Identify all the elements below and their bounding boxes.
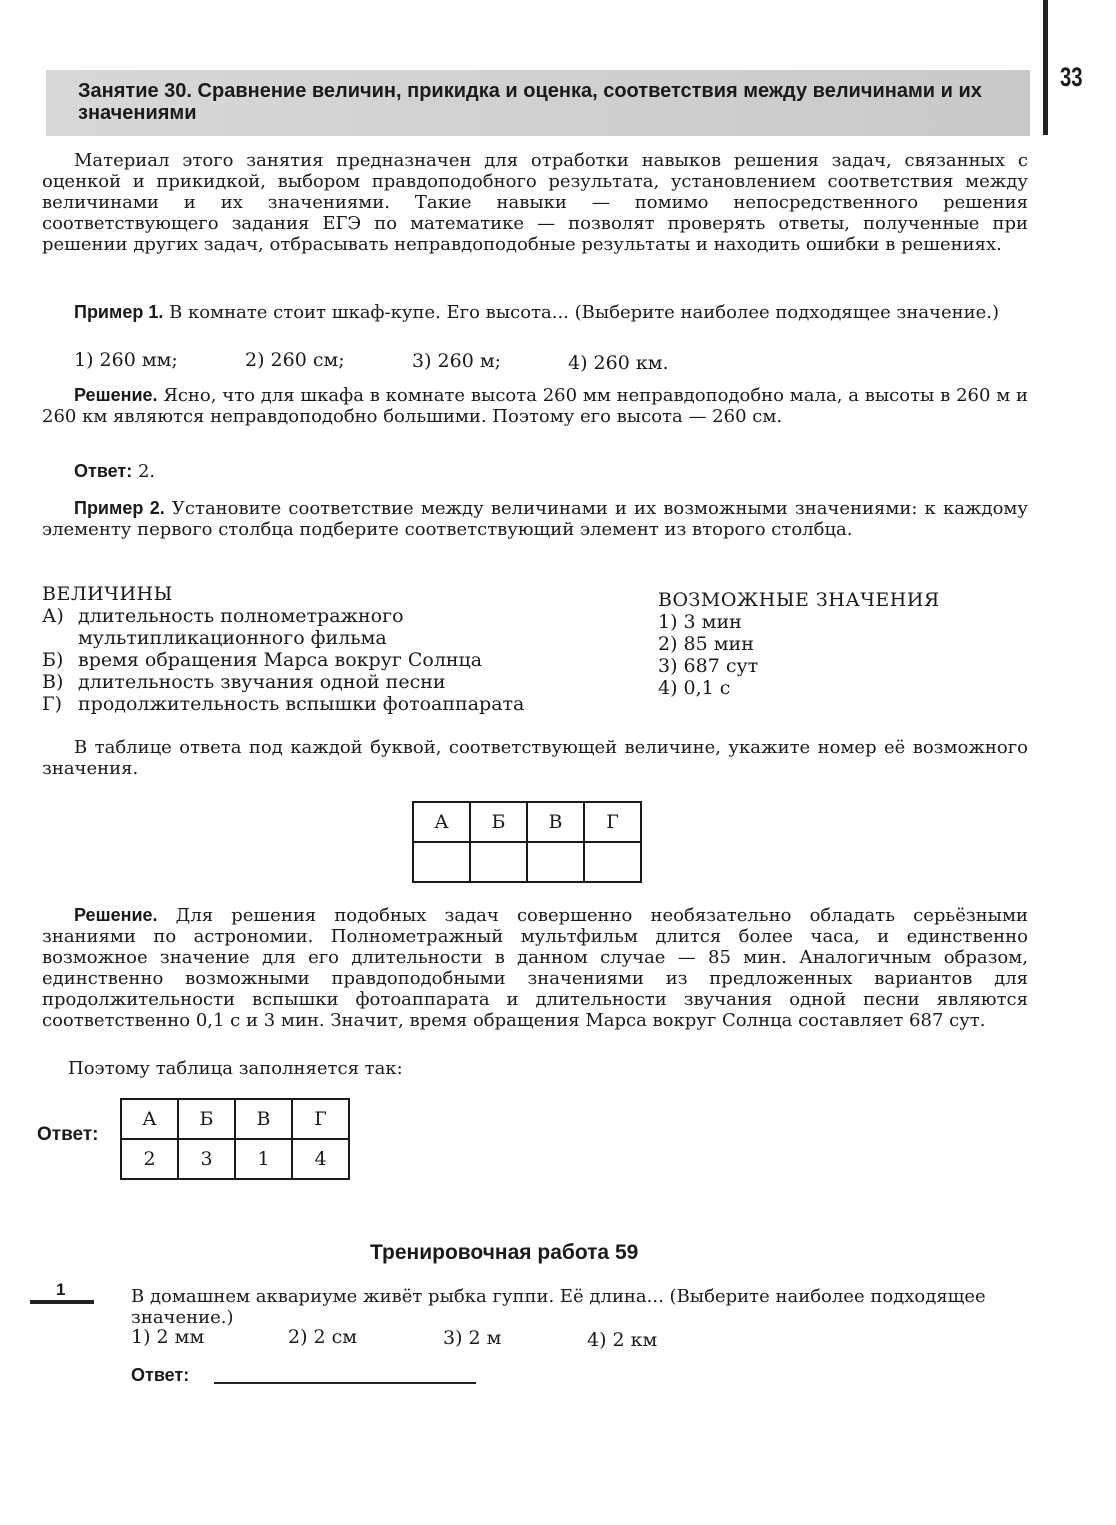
table-header-cell: В <box>527 802 584 842</box>
task-option-4: 4) 2 км <box>587 1329 658 1351</box>
empty-answer-cell <box>470 842 527 882</box>
answer-value-cell: 2 <box>121 1139 178 1179</box>
training-title: Тренировочная работа 59 <box>370 1241 639 1264</box>
example-1-option-2: 2) 260 см; <box>245 349 345 371</box>
answer-value-cell: 1 <box>235 1139 292 1179</box>
lesson-title: Занятие 30. Сравнение величин, прикидка и оценка, соответствия между величинами и их значениями <box>78 80 982 124</box>
page-edge-rule <box>1043 0 1048 135</box>
quantity-item: А) длительность полнометражного мультипликационного фильма <box>42 605 404 649</box>
answer-value-cell: 3 <box>178 1139 235 1179</box>
empty-answer-cell <box>584 842 641 882</box>
task-answer-label: Ответ: <box>131 1365 190 1385</box>
table-header-cell: Г <box>584 802 641 842</box>
example-1-answer-value: 2. <box>132 461 156 482</box>
value-item: 2) 85 мин <box>658 633 754 655</box>
example-2-answer-label: Ответ: <box>37 1124 99 1145</box>
table-header-cell: А <box>413 802 470 842</box>
example-1-label: Пример 1. <box>74 302 164 322</box>
example-2-solution-text: Для решения подобных задач совершенно необязательно обладать серьёзными знаниями по астрономии. Полнометражный мультфильм длится более часа, и единственно возможное значение для его длительности в данном случае — 85 мин. Аналогичным образом, единственно возможными правдоподобными значениями из предложенных вариантов для продолжительности вспышки фотоаппарата и длительности звучания одной песни являются соответственно 0,1 с и 3 мин. Значит, время обращения Марса вокруг Солнца составляет 687 сут. <box>42 905 1028 1031</box>
quantity-item: В) длительность звучания одной песни <box>42 671 446 693</box>
task-option-3: 3) 2 м <box>443 1327 502 1349</box>
empty-answer-table <box>412 801 642 883</box>
example-2 <box>42 498 1028 540</box>
table-header-cell: В <box>235 1099 292 1139</box>
task-option-2: 2) 2 см <box>288 1326 358 1348</box>
example-2-label: Пример 2. <box>74 498 165 518</box>
example-2-solution-label: Решение. <box>74 905 158 925</box>
example-1-solution-text: Ясно, что для шкафа в комнате высота 260 мм неправдоподобно мала, а высоты в 260 м и 260 км являются неправдоподобно большими. Поэтому его высота — 260 см. <box>42 385 1028 427</box>
example-1-solution <box>42 385 1028 427</box>
example-2-solution <box>42 905 1028 1031</box>
table-header-cell: Б <box>178 1099 235 1139</box>
values-header: ВОЗМОЖНЫЕ ЗНАЧЕНИЯ <box>658 589 940 611</box>
table-header-cell: Б <box>470 802 527 842</box>
example-1-answer <box>42 461 1028 482</box>
page-number: 33 <box>1060 62 1083 92</box>
task-number-underline <box>30 1300 94 1304</box>
quantities-header: ВЕЛИЧИНЫ <box>42 583 173 605</box>
table-header-cell: А <box>121 1099 178 1139</box>
example-1-answer-label: Ответ: <box>74 461 133 481</box>
example-1-option-3: 3) 260 м; <box>412 350 502 372</box>
task-text: В домашнем аквариуме живёт рыбка гуппи. Её длина... (Выберите наиболее подходящее значение.) <box>131 1286 986 1328</box>
example-1-solution-label: Решение. <box>74 385 158 405</box>
task-number: 1 <box>56 1280 66 1299</box>
values-column <box>658 589 1018 699</box>
example-1-text: В комнате стоит шкаф-купе. Его высота... (Выберите наиболее подходящее значение.) <box>163 302 999 323</box>
quantity-item: Г) продолжительность вспышки фотоаппарата <box>42 693 525 715</box>
empty-answer-cell <box>413 842 470 882</box>
value-item: 1) 3 мин <box>658 611 742 633</box>
answer-value-cell: 4 <box>292 1139 349 1179</box>
example-2-text: Установите соответствие между величинами и их возможными значениями: к каждому элементу первого столбца подберите соответствующий элемент из второго столбца. <box>42 498 1028 540</box>
filled-answer-table <box>120 1098 350 1180</box>
example-1-option-1: 1) 260 мм; <box>74 349 178 371</box>
example-1 <box>42 302 1028 323</box>
table-fill-note: Поэтому таблица заполняется так: <box>68 1058 403 1079</box>
task-option-1: 1) 2 мм <box>131 1326 205 1348</box>
table-instruction: В таблице ответа под каждой буквой, соответствующей величине, укажите номер её возможного значения. <box>42 737 1028 779</box>
example-1-option-4: 4) 260 км. <box>568 352 669 374</box>
quantity-item: Б) время обращения Марса вокруг Солнца <box>42 649 483 671</box>
value-item: 4) 0,1 с <box>658 677 731 699</box>
answer-input-line[interactable] <box>214 1382 476 1384</box>
quantities-column <box>42 583 582 715</box>
intro-paragraph: Материал этого занятия предназначен для отработки навыков решения задач, связанных с оценкой и прикидкой, выбором правдоподобного результата, установлением соответствия между величинами и их значениями. Такие навыки — помимо непосредственного решения соответствующего задания ЕГЭ по математике — позволят проверять ответы, полученные при решении других задач, отбрасывать неправдоподобные результаты и находить ошибки в решениях. <box>42 150 1028 255</box>
table-header-cell: Г <box>292 1099 349 1139</box>
value-item: 3) 687 сут <box>658 655 759 677</box>
empty-answer-cell <box>527 842 584 882</box>
